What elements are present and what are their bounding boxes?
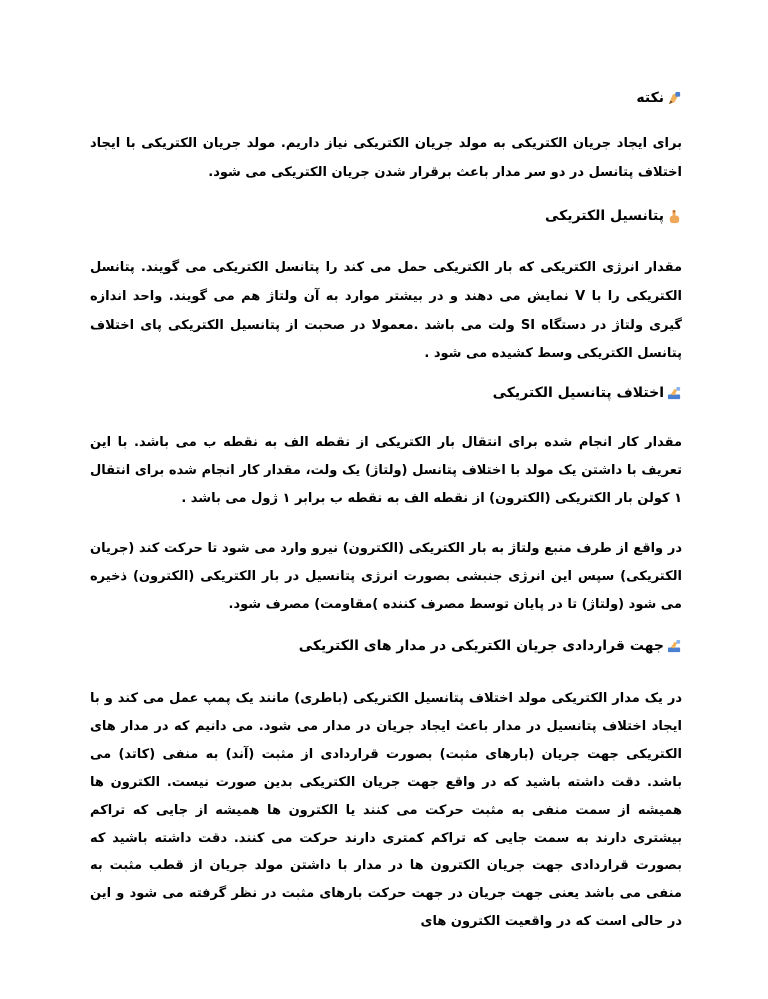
section-heading-text: اختلاف پتانسیل الکتریکی (492, 385, 664, 401)
section-heading-text: پتانسیل الکتریکی (545, 208, 664, 224)
paragraph: برای ایجاد جریان الکتریکی به مولد جریان الکتریکی نیاز داریم. مولد جریان الکتریکی با ایجاد اختلاف پتانسل در دو سر مدار باعث برقرار شدن جریان الکتریکی می شود. (90, 136, 682, 180)
section-heading-text: جهت قراردادی جریان الکتریکی در مدار های الکتریکی (298, 638, 664, 654)
section-heading-potential-difference (493, 385, 682, 401)
paragraph: در یک مدار الکتریکی مولد اختلاف پتانسیل الکتریکی (باطری) مانند یک پمپ عمل می کند و با ایجاد اختلاف پتانسیل در مدار باعث ایجاد جریان در مدار می شود. می دانیم که در مدار های الکتریکی جهت جریان (بارهای مثبت) بصورت قراردادی از مثبت (آند) به منفی (کاتد) می باشد. دقت داشته باشید که در واقع جهت جریان الکتریکی بدین صورت نیست. الکترون ها همیشه از سمت منفی به مثبت حرکت می کنند یا الکترون ها همیشه از جایی که تراکم بیشتری دارند به سمت جایی که تراکم کمتری دارند حرکت می کنند. دقت داشته باشید که بصورت قراردادی جهت جریان الکترون ها در مدار با داشتن مولد جریان از قطب مثبت به منفی می باشد یعنی جهت جریان در جهت حرکت بارهای مثبت در نظر گرفته می شود و این در حالی است که در واقعیت الکترون های (90, 691, 682, 930)
paragraph: در واقع از طرف منبع ولتاژ به بار الکتریکی (الکترون) نیرو وارد می شود تا حرکت کند (جریان الکتریکی) سپس این انرژی جنبشی بصورت انرژی پتانسیل در بار الکتریکی (الکترون) ذخیره می شود (ولتاژ) تا در پایان توسط مصرف کننده )مقاومت) مصرف شود. (90, 541, 682, 612)
hand-pointing-icon (667, 209, 682, 224)
pencil-pointing-icon (667, 91, 682, 106)
section-heading-conventional-current (299, 638, 682, 654)
writing-hand-icon (667, 386, 682, 401)
paragraph: مقدار کار انجام شده برای انتقال بار الکتریکی از نقطه الف به نقطه ب می باشد. با این تعریف با داشتن یک مولد با اختلاف پتانسل (ولتاژ) یک ولت، مقدار کار انجام شده برای انتقال ۱ کولن بار الکتریکی (الکترون) از نقطه الف به نقطه ب برابر ۱ ژول می باشد . (90, 435, 682, 506)
section-heading-text: نکته (636, 90, 664, 106)
paragraph: مقدار انرژی الکتریکی که بار الکتریکی حمل می کند را پتانسل الکتریکی می گویند. پتانسل الکتریکی را با V نمایش می دهند و در بیشتر موارد به آن ولتاژ هم می گویند. واحد اندازه گیری ولتاژ در دستگاه SI ولت می باشد .معمولا در صحبت از پتانسیل الکتریکی پای اختلاف پتانسل الکتریکی وسط کشیده می شود . (90, 260, 683, 362)
section-heading-electric-potential (545, 208, 682, 224)
section-heading-note (636, 90, 682, 106)
writing-hand-icon (667, 639, 682, 654)
